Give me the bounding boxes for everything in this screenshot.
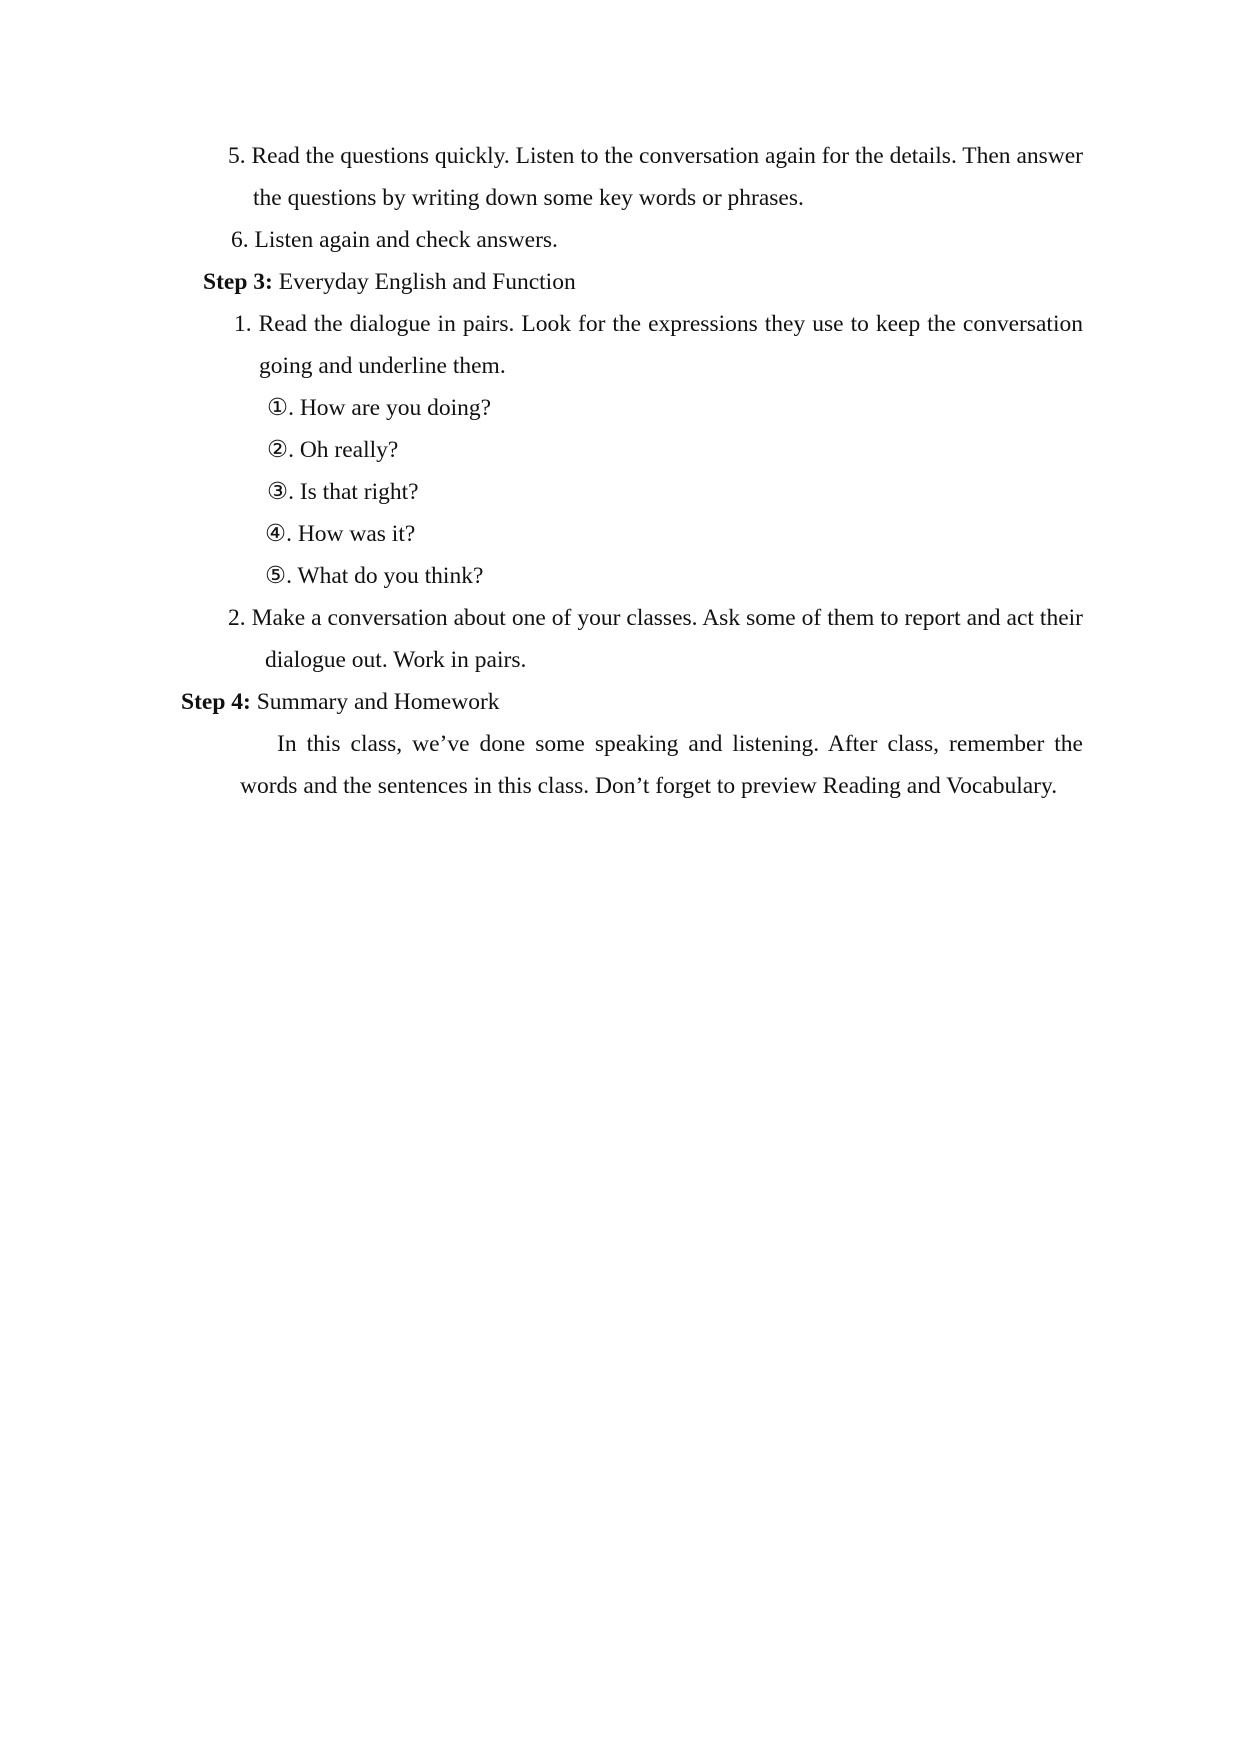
list-item-6: 6. Listen again and check answers.	[231, 227, 558, 253]
expression-2: ②. Oh really?	[267, 437, 399, 463]
step-3-heading	[203, 261, 1083, 303]
step-3-title: Everyday English and Function	[272, 269, 576, 295]
expression-4: ④. How was it?	[265, 521, 416, 547]
expression-1: ①. How are you doing?	[267, 395, 492, 421]
step-4-heading	[181, 681, 1083, 723]
step-4-label: Step 4:	[181, 689, 251, 715]
summary-paragraph: In this class, we’ve done some speaking and listening. After class, remember the words and the sentences in this class. Don’t forget to preview Reading and Vocabulary.	[240, 731, 1083, 799]
step-3-item-2: 2. Make a conversation about one of your classes. Ask some of them to report and act their dialogue out. Work in pairs.	[228, 605, 1083, 673]
step-3-label: Step 3:	[203, 269, 273, 295]
expression-5: ⑤. What do you think?	[265, 563, 484, 589]
expression-3: ③. Is that right?	[267, 479, 419, 505]
document-content	[181, 135, 1083, 807]
step-4-title: Summary and Homework	[250, 689, 500, 715]
list-item-5: 5. Read the questions quickly. Listen to the conversation again for the details. Then answer the questions by writing down some key words or phrases.	[228, 143, 1083, 211]
step-3-item-1: 1. Read the dialogue in pairs. Look for the expressions they use to keep the conversation going and underline them.	[234, 311, 1083, 379]
